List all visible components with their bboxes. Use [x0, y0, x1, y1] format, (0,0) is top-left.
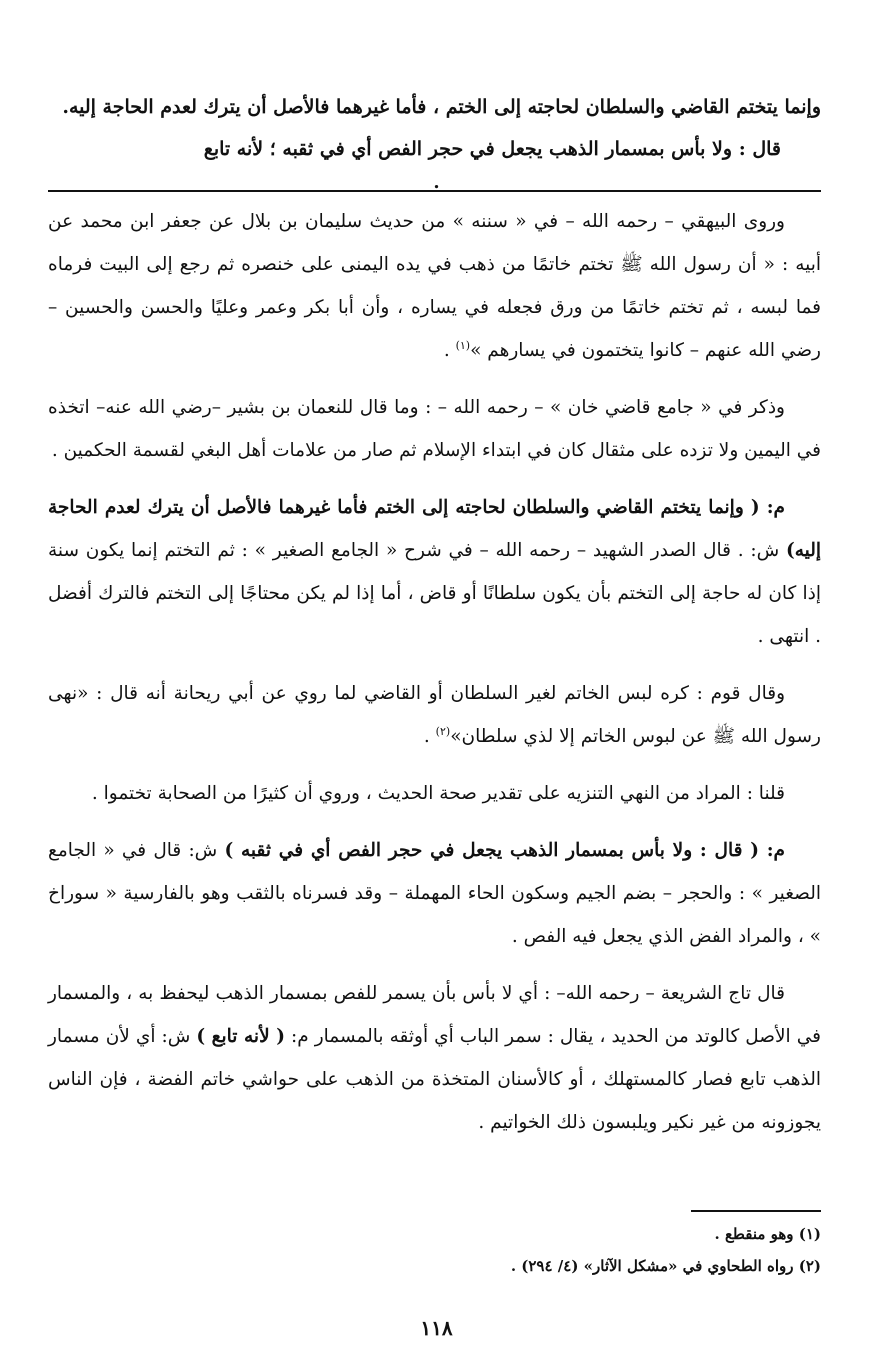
footnotes [48, 1218, 821, 1282]
paragraph-text: قال تاج الشريعة – رحمه الله– : أي لا بأس بأن يسمر للفص بمسمار الذهب ليحفظ به ، والمسمار في الأصل كالوتد من الحديد ، يقال : سمر الباب أي أوثقه بالمسمار م: [48, 983, 821, 1047]
matn-quote: ( لأنه تابع ) [196, 1026, 285, 1047]
paragraph-text: ش: أي لأن مسمار الذهب تابع فصار كالمستهلك ، أو كالأسنان المتخذة من الذهب على حواشي خاتم الفضة ، فإن الناس يجوزونه من غير نكير ويلبسون ذلك الخواتيم . [48, 1026, 821, 1133]
footnote-1: (١) وهو منقطع . [714, 1225, 821, 1243]
matn-text [48, 86, 821, 170]
paragraph-text: ش: قال في « الجامع الصغير » : والحجر – بضم الجيم وسكون الحاء المهملة – وقد فسرناه بالثقب وهو بالفارسية « سوراخ » ، والمراد الفض الذي يجعل فيه الفص . [48, 840, 821, 947]
commentary-paragraph-5: قلنا : المراد من النهي التنزيه على تقدير صحة الحديث ، وروي أن كثيرًا من الصحابة تختموا . [91, 783, 785, 804]
matn-line-1: وإنما يتختم القاضي والسلطان لحاجته إلى الختم ، فأما غيرهما فالأصل أن يترك لعدم الحاجة إليه. [62, 96, 821, 118]
paragraph-text: ش: . قال الصدر الشهيد – رحمه الله – في شرح « الجامع الصغير » : ثم التختم إنما يكون سنة إذا كان له حاجة إلى التختم بأن يكون سلطانًا أو قاض ، أما إذا لم يكن محتاجًا إلى التختم فالترك أفضل . انتهى . [48, 540, 821, 647]
commentary-paragraph-3 [48, 486, 821, 658]
paragraph-end: . [443, 340, 456, 361]
matn-quote: م: ( قال : ولا بأس بمسمار الذهب يجعل في حجر الفص أي في ثقبه ) [224, 840, 785, 861]
matn-line-2: قال : ولا بأس بمسمار الذهب يجعل في حجر الفص أي في ثقبه ؛ لأنه تابع [203, 138, 781, 160]
commentary-paragraph-7 [48, 972, 821, 1144]
commentary-paragraph-6 [48, 829, 821, 958]
paragraph-text: وروى البيهقي – رحمه الله – في « سننه » من حديث سليمان بن بلال عن جعفر ابن محمد عن أبيه : « أن رسول الله ﷺ تختم خاتمًا من ذهب في يده اليمنى على خنصره ثم رجع إلى البيت فرماه فما لبسه ، ثم تختم خاتمًا من ورق فجعله في يساره ، وأن أبا بكر وعمر وعليًا والحسن والحسين – رضي الله عنهم – كانوا يتختمون في يسارهم » [48, 211, 821, 361]
page-number: ١١٨ [420, 1316, 453, 1340]
paragraph-end: . [423, 726, 436, 747]
commentary-body [48, 200, 821, 1158]
footnote-marker-2: (٢) [435, 724, 451, 738]
footnote-marker-1: (١) [455, 338, 471, 352]
matn-end-dot: . [433, 172, 440, 193]
commentary-paragraph-4 [48, 672, 821, 758]
commentary-paragraph-1 [48, 200, 821, 372]
commentary-paragraph-2: وذكر في « جامع قاضي خان » – رحمه الله – : وما قال للنعمان بن بشير –رضي الله عنه– اتخذه في اليمين ولا تزده على مثقال كان في ابتداء الإسلام ثم صار من علامات أهل البغي لقسمة الحكمين . [48, 397, 821, 461]
paragraph-text: وقال قوم : كره لبس الخاتم لغير السلطان أو القاضي لما روي عن أبي ريحانة أنه قال : «نهى رسول الله ﷺ عن لبوس الخاتم إلا لذي سلطان» [48, 683, 821, 747]
footnote-separator-rule [691, 1210, 821, 1212]
matn-quote: م: ( وإنما يتختم القاضي والسلطان لحاجته إلى الختم فأما غيرهما فالأصل أن يترك لعدم الحاجة إليه) [48, 497, 821, 561]
matn-separator-rule [48, 190, 821, 192]
footnote-2: (٢) رواه الطحاوي في «مشكل الآثار» (٤/ ٢٩٤) . [510, 1257, 821, 1275]
